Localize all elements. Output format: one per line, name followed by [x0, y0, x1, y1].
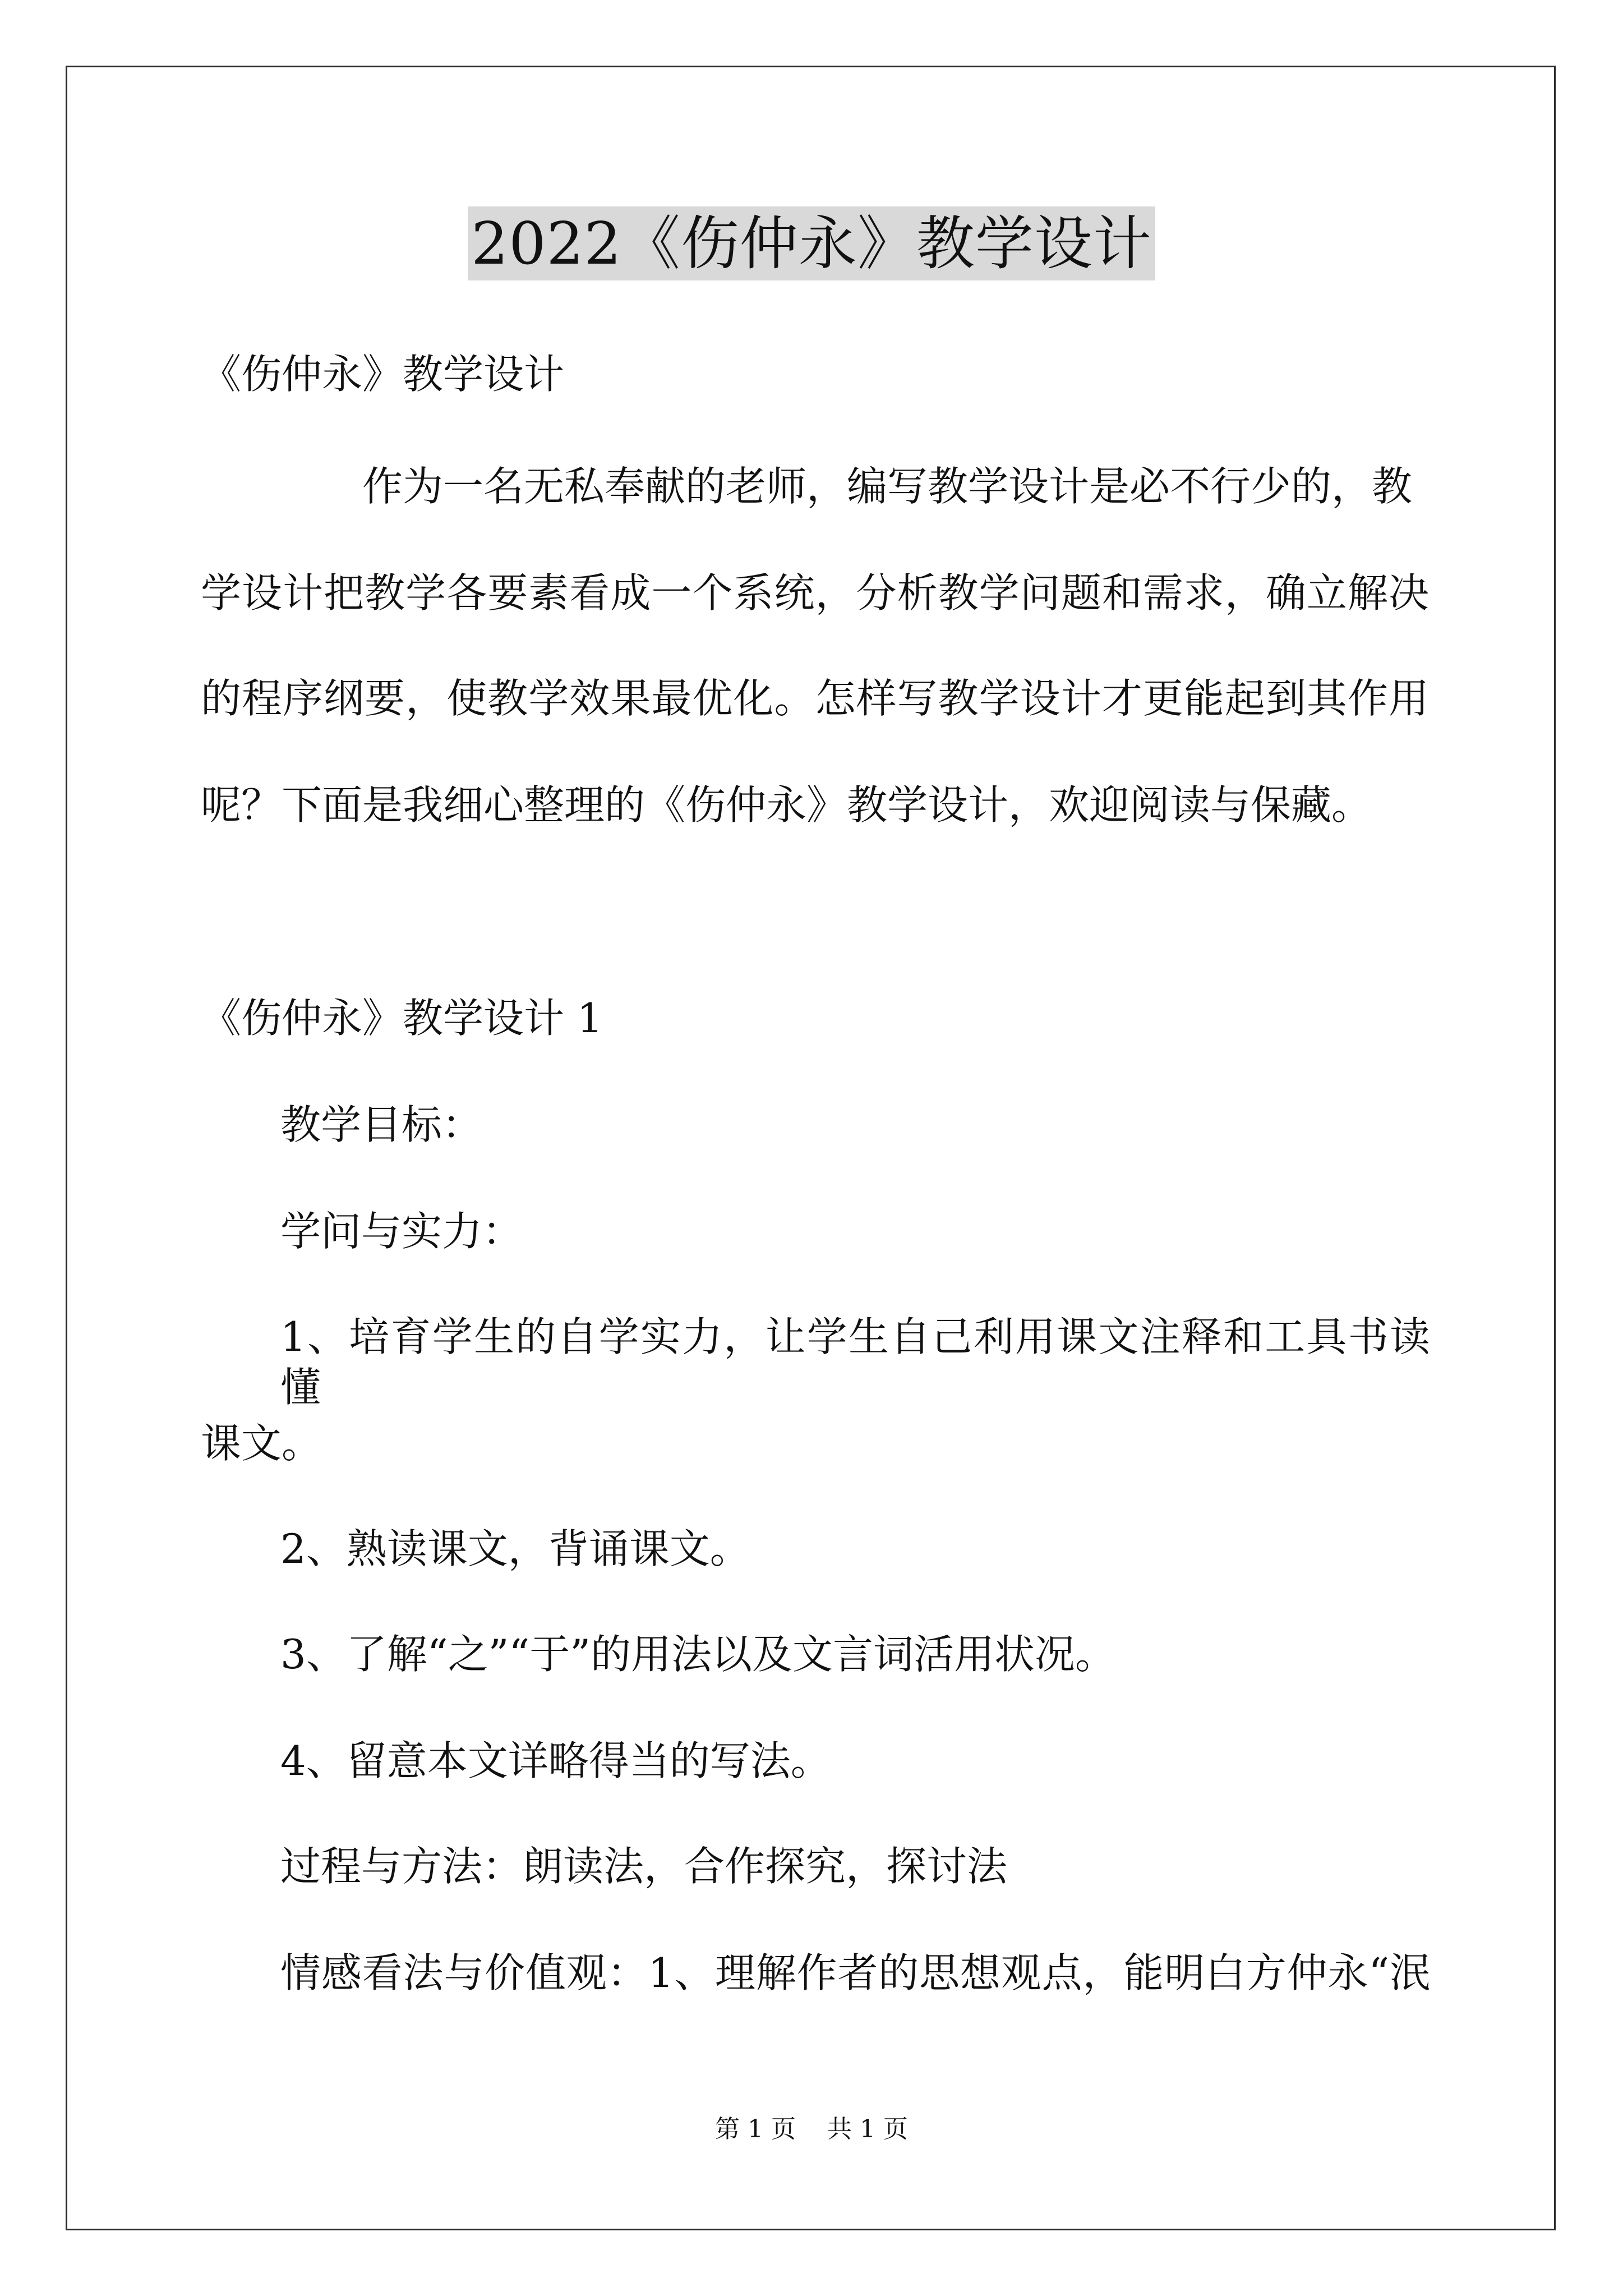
body-line-item-3: 3、了解“之”“于”的用法以及文言词活用状况。 — [280, 1631, 1116, 1678]
body-line-item-4: 4、留意本文详略得当的写法。 — [280, 1737, 831, 1784]
body-line-knowledge: 学问与实力： — [280, 1208, 523, 1255]
page-footer: 第 1 页 共 1 页 — [715, 2115, 908, 2143]
document-subtitle: 《伤仲永》教学设计 — [201, 351, 565, 398]
body-line-emotion: 情感看法与价值观：1、理解作者的思想观点，能明白方仲永“泯 — [280, 1949, 1430, 1996]
document-title: 2022《伤仲永》教学设计 — [468, 206, 1155, 280]
intro-line-2: 学设计把教学各要素看成一个系统，分析教学问题和需求，确立解决 — [201, 569, 1429, 616]
intro-line-4: 呢？下面是我细心整理的《伤仲永》教学设计，欢迎阅读与保藏。 — [201, 781, 1372, 829]
body-line-item-1: 1、培育学生的自学实力，让学生自己利用课文注释和工具书读懂 — [280, 1313, 1430, 1411]
body-line-process: 过程与方法：朗读法，合作探究，探讨法 — [280, 1843, 1008, 1890]
intro-line-3: 的程序纲要，使教学效果最优化。怎样写教学设计才更能起到其作用 — [201, 675, 1429, 722]
body-line-item-1-cont: 课文。 — [201, 1420, 322, 1467]
body-line-objectives: 教学目标： — [280, 1101, 483, 1148]
intro-line-1: 作为一名无私奉献的老师，编写教学设计是必不行少的，教 — [362, 463, 1413, 510]
title-container — [0, 206, 1623, 280]
body-line-item-2: 2、熟读课文，背诵课文。 — [280, 1525, 750, 1572]
section-heading: 《伤仲永》教学设计 1 — [201, 995, 603, 1042]
